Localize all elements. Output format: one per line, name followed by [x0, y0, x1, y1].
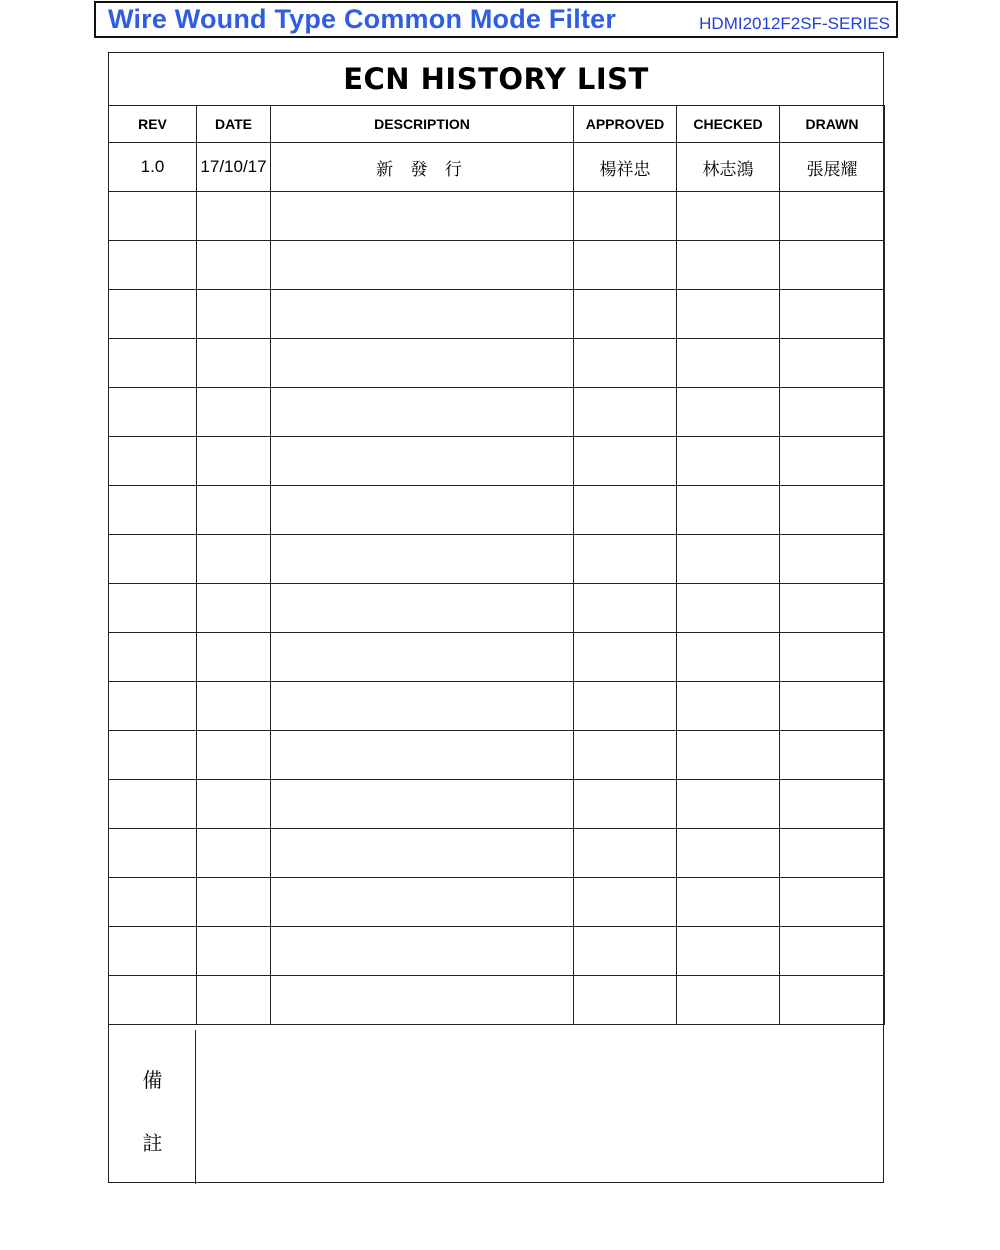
table-row — [109, 927, 885, 976]
cell-drawn — [780, 633, 885, 682]
cell-rev: 1.0 — [109, 143, 197, 192]
cell-approved — [574, 339, 677, 388]
cell-approved — [574, 633, 677, 682]
cell-rev — [109, 241, 197, 290]
cell-date — [197, 437, 271, 486]
cell-description — [271, 927, 574, 976]
cell-rev — [109, 780, 197, 829]
cell-rev — [109, 633, 197, 682]
cell-checked — [677, 927, 780, 976]
cell-checked — [677, 829, 780, 878]
cell-rev — [109, 829, 197, 878]
cell-rev — [109, 584, 197, 633]
cell-date — [197, 780, 271, 829]
cell-checked — [677, 486, 780, 535]
cell-date — [197, 192, 271, 241]
cell-drawn — [780, 241, 885, 290]
table-row — [109, 339, 885, 388]
cell-rev — [109, 486, 197, 535]
cell-date — [197, 535, 271, 584]
cell-date — [197, 878, 271, 927]
cell-drawn — [780, 339, 885, 388]
cell-approved — [574, 535, 677, 584]
sheet-title: ECN HISTORY LIST — [109, 53, 883, 106]
table-row — [109, 437, 885, 486]
cell-description — [271, 192, 574, 241]
cell-approved — [574, 388, 677, 437]
remarks-section — [109, 1030, 885, 1184]
cell-approved — [574, 682, 677, 731]
table-row — [109, 829, 885, 878]
table-row — [109, 633, 885, 682]
table-row — [109, 976, 885, 1025]
cell-drawn — [780, 486, 885, 535]
cell-description — [271, 388, 574, 437]
cell-date: 17/10/17 — [197, 143, 271, 192]
cell-description — [271, 682, 574, 731]
cell-rev — [109, 192, 197, 241]
cell-approved — [574, 241, 677, 290]
cell-date — [197, 731, 271, 780]
cell-rev — [109, 682, 197, 731]
cell-checked — [677, 339, 780, 388]
cell-approved — [574, 829, 677, 878]
cell-checked — [677, 633, 780, 682]
cell-date — [197, 633, 271, 682]
table-row — [109, 143, 885, 192]
cell-description — [271, 829, 574, 878]
cell-approved — [574, 486, 677, 535]
cell-approved — [574, 584, 677, 633]
cell-drawn — [780, 976, 885, 1025]
cell-approved: 楊祥忠 — [574, 143, 677, 192]
cell-approved — [574, 290, 677, 339]
cell-rev — [109, 927, 197, 976]
cell-checked — [677, 878, 780, 927]
cell-checked — [677, 731, 780, 780]
cell-rev — [109, 731, 197, 780]
cell-rev — [109, 388, 197, 437]
table-row — [109, 192, 885, 241]
cell-approved — [574, 731, 677, 780]
cell-drawn — [780, 290, 885, 339]
cell-drawn — [780, 829, 885, 878]
cell-approved — [574, 927, 677, 976]
cell-checked — [677, 388, 780, 437]
cell-approved — [574, 878, 677, 927]
cell-checked — [677, 976, 780, 1025]
cell-description — [271, 584, 574, 633]
cell-drawn — [780, 584, 885, 633]
cell-approved — [574, 976, 677, 1025]
cell-drawn: 張展耀 — [780, 143, 885, 192]
column-header-approved: APPROVED — [574, 106, 677, 143]
cell-approved — [574, 192, 677, 241]
cell-description — [271, 780, 574, 829]
cell-date — [197, 927, 271, 976]
cell-rev — [109, 437, 197, 486]
remarks-label-char-2: 註 — [142, 1131, 163, 1155]
cell-rev — [109, 535, 197, 584]
cell-checked — [677, 290, 780, 339]
cell-date — [197, 584, 271, 633]
cell-checked: 林志鴻 — [677, 143, 780, 192]
table-row — [109, 290, 885, 339]
cell-drawn — [780, 192, 885, 241]
table-row — [109, 241, 885, 290]
ecn-history-table — [108, 105, 885, 1025]
cell-checked — [677, 682, 780, 731]
cell-description — [271, 241, 574, 290]
column-header-date: DATE — [197, 106, 271, 143]
cell-description — [271, 731, 574, 780]
cell-description — [271, 486, 574, 535]
cell-drawn — [780, 731, 885, 780]
cell-drawn — [780, 682, 885, 731]
cell-checked — [677, 192, 780, 241]
cell-date — [197, 290, 271, 339]
cell-checked — [677, 241, 780, 290]
table-body — [109, 143, 885, 1025]
table-row — [109, 584, 885, 633]
cell-drawn — [780, 927, 885, 976]
table-row — [109, 486, 885, 535]
cell-date — [197, 486, 271, 535]
cell-checked — [677, 437, 780, 486]
column-header-description: DESCRIPTION — [271, 106, 574, 143]
cell-description — [271, 290, 574, 339]
cell-drawn — [780, 437, 885, 486]
series-code: HDMI2012F2SF-SERIES — [699, 14, 890, 33]
cell-date — [197, 241, 271, 290]
column-header-checked: CHECKED — [677, 106, 780, 143]
cell-description — [271, 535, 574, 584]
cell-checked — [677, 535, 780, 584]
cell-description — [271, 339, 574, 388]
remarks-label-char-1: 備 — [142, 1068, 163, 1092]
ecn-sheet — [108, 52, 884, 1183]
cell-rev — [109, 290, 197, 339]
table-row — [109, 535, 885, 584]
table-row — [109, 682, 885, 731]
remarks-label — [109, 1030, 196, 1184]
cell-description — [271, 437, 574, 486]
cell-drawn — [780, 388, 885, 437]
cell-drawn — [780, 535, 885, 584]
cell-drawn — [780, 780, 885, 829]
column-header-drawn: DRAWN — [780, 106, 885, 143]
cell-date — [197, 388, 271, 437]
table-row — [109, 731, 885, 780]
table-row — [109, 878, 885, 927]
cell-rev — [109, 976, 197, 1025]
cell-date — [197, 829, 271, 878]
table-row — [109, 388, 885, 437]
table-header-row — [109, 106, 885, 143]
cell-checked — [677, 584, 780, 633]
cell-description: 新 發 行 — [271, 143, 574, 192]
document-title: Wire Wound Type Common Mode Filter — [108, 4, 617, 34]
cell-description — [271, 976, 574, 1025]
cell-rev — [109, 339, 197, 388]
cell-drawn — [780, 878, 885, 927]
cell-checked — [677, 780, 780, 829]
cell-approved — [574, 437, 677, 486]
cell-date — [197, 339, 271, 388]
document-header — [94, 1, 898, 38]
column-header-rev: REV — [109, 106, 197, 143]
cell-date — [197, 976, 271, 1025]
remarks-content — [196, 1030, 885, 1184]
cell-description — [271, 633, 574, 682]
cell-description — [271, 878, 574, 927]
cell-rev — [109, 878, 197, 927]
cell-approved — [574, 780, 677, 829]
table-row — [109, 780, 885, 829]
cell-date — [197, 682, 271, 731]
